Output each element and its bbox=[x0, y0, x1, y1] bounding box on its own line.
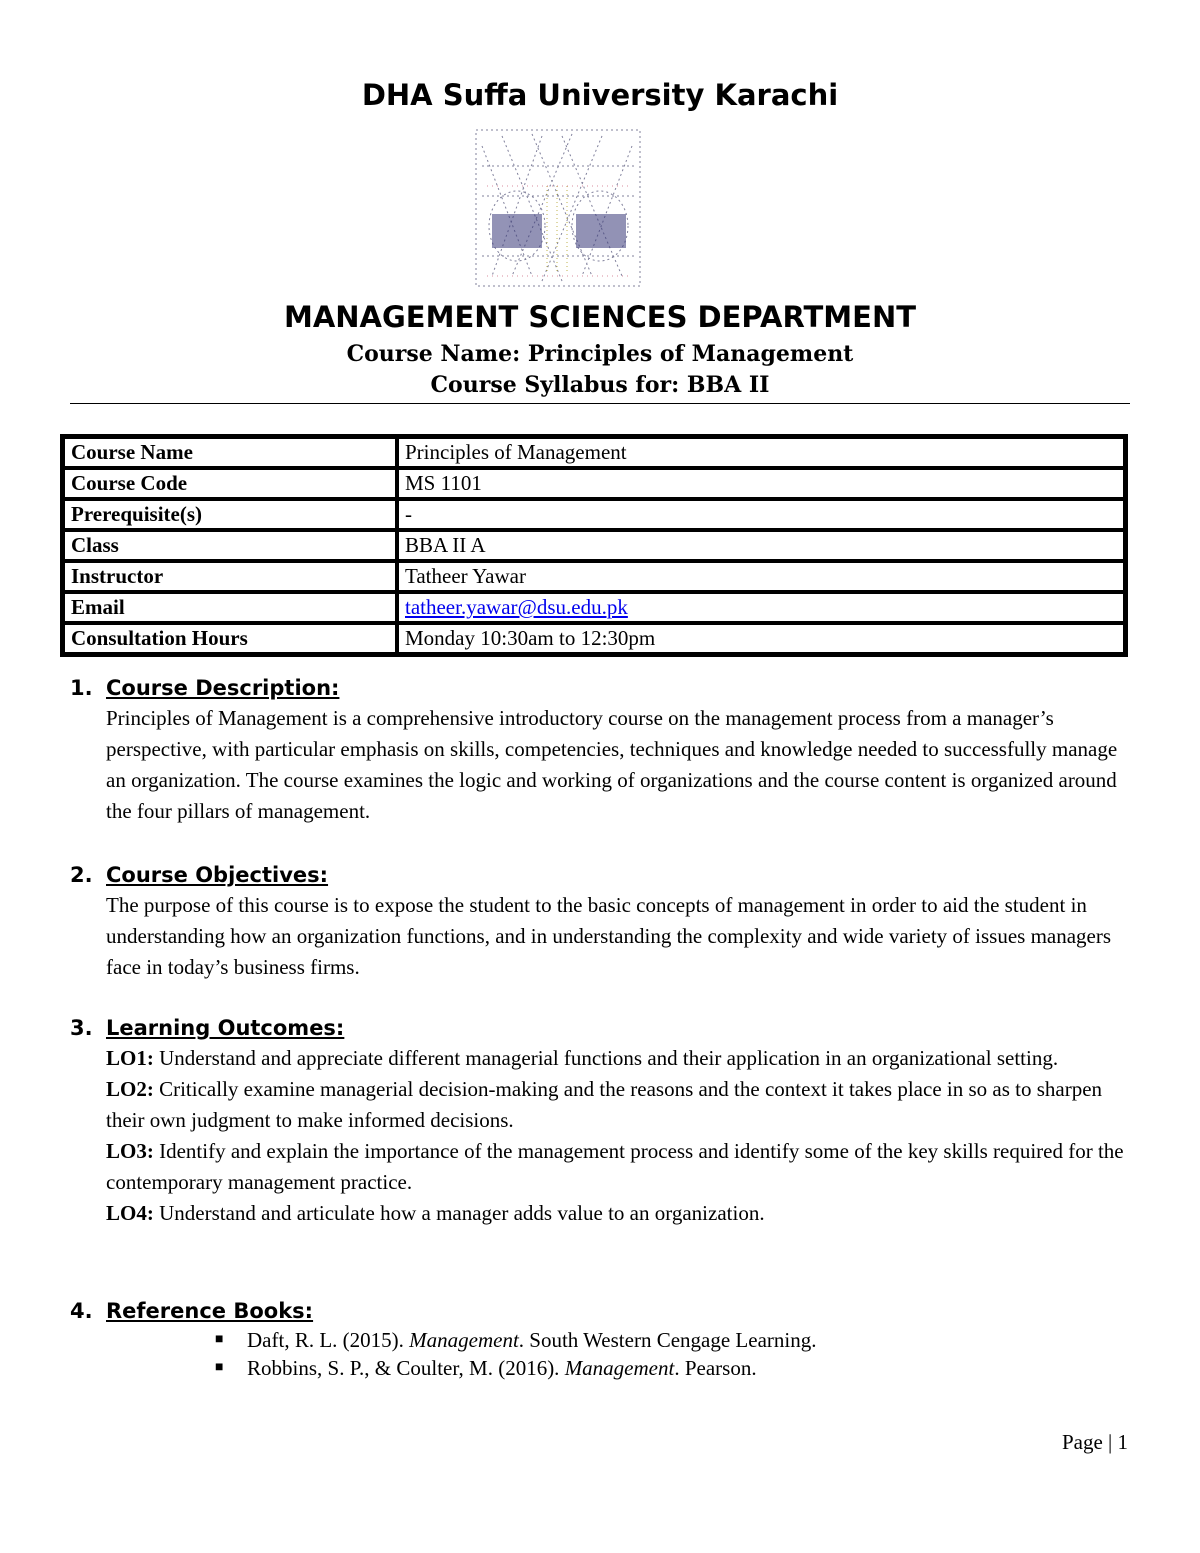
list-item bbox=[215, 1354, 1140, 1382]
section-number: 2. bbox=[70, 863, 93, 887]
header-divider bbox=[70, 403, 1130, 404]
section-heading bbox=[70, 1296, 1140, 1326]
square-bullet-icon: ■ bbox=[215, 1332, 224, 1347]
reference-title: Management bbox=[564, 1356, 675, 1380]
course-info-table bbox=[60, 434, 1128, 657]
reference-publisher: . South Western Cengage Learning. bbox=[518, 1328, 817, 1352]
row-label: Instructor bbox=[63, 561, 397, 592]
section-heading bbox=[70, 1013, 1140, 1043]
list-item bbox=[215, 1326, 1140, 1354]
learning-outcomes-section bbox=[70, 1013, 1140, 1229]
table-row bbox=[63, 592, 1125, 623]
section-number: 3. bbox=[70, 1016, 93, 1040]
outcome-label: LO2: bbox=[106, 1077, 154, 1101]
reference-list bbox=[215, 1326, 1140, 1382]
reference-text: Daft, R. L. (2015). bbox=[247, 1328, 410, 1352]
row-label: Class bbox=[63, 530, 397, 561]
table-row bbox=[63, 468, 1125, 499]
syllabus-heading: Course Syllabus for: BBA II bbox=[430, 372, 770, 398]
outcome-item bbox=[106, 1198, 1140, 1229]
section-title: Learning Outcomes: bbox=[106, 1016, 345, 1040]
section-heading bbox=[70, 860, 1140, 890]
course-description-section bbox=[70, 673, 1140, 827]
course-name-heading: Course Name: Principles of Management bbox=[346, 341, 854, 367]
square-bullet-icon: ■ bbox=[215, 1360, 224, 1375]
outcome-text: Understand and articulate how a manager adds value to an organization. bbox=[159, 1201, 765, 1225]
page-number: Page | 1 bbox=[1061, 1430, 1128, 1454]
outcome-label: LO1: bbox=[106, 1046, 154, 1070]
row-value: BBA II A bbox=[397, 530, 1125, 561]
outcomes-list bbox=[106, 1043, 1140, 1229]
outcome-label: LO4: bbox=[106, 1201, 154, 1225]
row-label: Course Code bbox=[63, 468, 397, 499]
email-link[interactable]: tatheer.yawar@dsu.edu.pk bbox=[405, 595, 628, 619]
section-title: Course Description: bbox=[106, 676, 340, 700]
university-logo-icon bbox=[472, 126, 644, 290]
section-body: The purpose of this course is to expose the student to the basic concepts of management in order to aid the student in understanding how an organization functions, and in understanding the complexity and wide variety of issues managers face in today’s business firms. bbox=[106, 893, 1112, 979]
outcome-text: Identify and explain the importance of the management process and identify some of the key skills required for the contemporary management practice. bbox=[106, 1139, 1124, 1194]
section-body: Principles of Management is a comprehensive introductory course on the management process from a manager’s perspective, with particular emphasis on skills, competencies, techniques and knowledge needed to successfully manage an organization. The course examines the logic and working of organizations and the course content is organized around the four pillars of management. bbox=[106, 706, 1118, 823]
section-number: 1. bbox=[70, 676, 93, 700]
outcome-item bbox=[106, 1136, 1140, 1198]
outcome-label: LO3: bbox=[106, 1139, 154, 1163]
section-title: Course Objectives: bbox=[106, 863, 329, 887]
outcome-text: Understand and appreciate different managerial functions and their application in an organizational setting. bbox=[159, 1046, 1059, 1070]
row-value: Monday 10:30am to 12:30pm bbox=[397, 623, 1125, 654]
row-value: - bbox=[397, 499, 1125, 530]
table-row bbox=[63, 437, 1125, 468]
department-title: MANAGEMENT SCIENCES DEPARTMENT bbox=[283, 300, 916, 334]
reference-title: Management bbox=[409, 1328, 519, 1352]
outcome-item bbox=[106, 1074, 1140, 1136]
table-row bbox=[63, 561, 1125, 592]
course-objectives-section bbox=[70, 860, 1140, 983]
row-value bbox=[397, 592, 1125, 623]
table-row bbox=[63, 623, 1125, 654]
row-label: Prerequisite(s) bbox=[63, 499, 397, 530]
section-title: Reference Books: bbox=[106, 1299, 314, 1323]
row-label: Course Name bbox=[63, 437, 397, 468]
table-row bbox=[63, 530, 1125, 561]
section-number: 4. bbox=[70, 1299, 93, 1323]
university-title: DHA Suffa University Karachi bbox=[361, 78, 839, 112]
reference-publisher: . Pearson. bbox=[674, 1356, 757, 1380]
row-label: Email bbox=[63, 592, 397, 623]
row-value: Principles of Management bbox=[397, 437, 1125, 468]
row-label: Consultation Hours bbox=[63, 623, 397, 654]
outcome-text: Critically examine managerial decision-making and the reasons and the context it takes place in so as to sharpen their own judgment to make informed decisions. bbox=[106, 1077, 1103, 1132]
row-value: Tatheer Yawar bbox=[397, 561, 1125, 592]
table-row bbox=[63, 499, 1125, 530]
section-heading bbox=[70, 673, 1140, 703]
reference-books-section bbox=[70, 1296, 1140, 1382]
row-value: MS 1101 bbox=[397, 468, 1125, 499]
reference-text: Robbins, S. P., & Coulter, M. (2016). bbox=[247, 1356, 565, 1380]
outcome-item bbox=[106, 1043, 1140, 1074]
